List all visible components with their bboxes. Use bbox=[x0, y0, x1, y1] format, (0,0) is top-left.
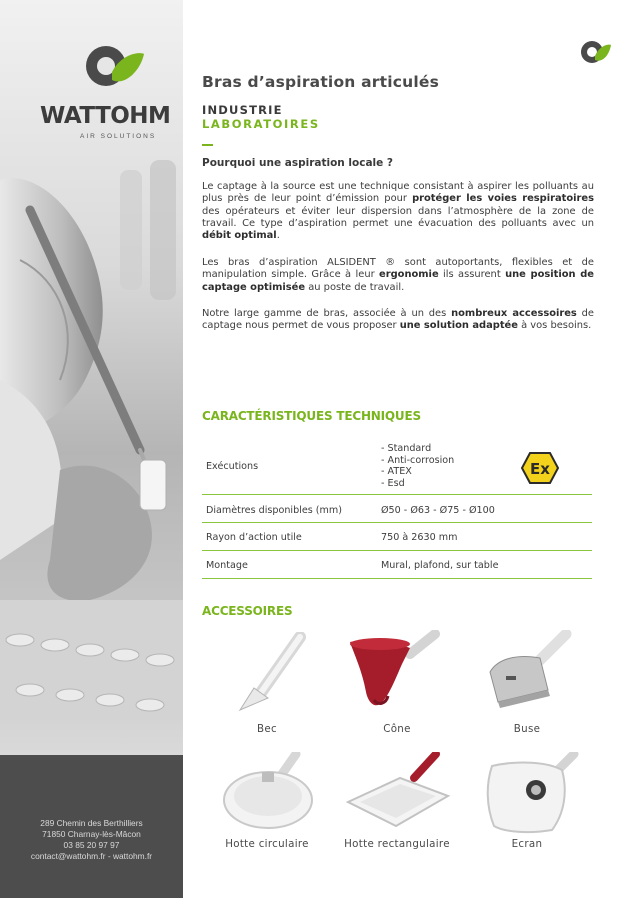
accessory-label-bec: Bec bbox=[257, 723, 277, 735]
spec-value-list bbox=[381, 443, 454, 489]
corner-logo-icon bbox=[578, 38, 612, 70]
screen-hood-icon bbox=[478, 752, 596, 834]
p3-text-c: de captage nous permet de vous proposer bbox=[202, 308, 594, 332]
paragraph-3 bbox=[202, 308, 594, 333]
brand-tagline: AIR SOLUTIONS bbox=[80, 133, 157, 140]
p2-text-a: Les bras d’aspiration ALSIDENT ® sont autoportants, flexibles et de manipulation simple. Grâce à leur bbox=[202, 257, 594, 281]
specs-table bbox=[202, 428, 592, 579]
p2-bold-d: une position de captage optimisée bbox=[202, 269, 595, 293]
accessories-heading: ACCESSOIRES bbox=[202, 604, 293, 618]
p3-text-a: Notre large gamme de bras, associée à un des bbox=[202, 308, 452, 319]
spec-value: Ø50 - Ø63 - Ø75 - Ø100 bbox=[381, 505, 495, 516]
spec-value-item: - ATEX bbox=[381, 466, 412, 477]
p2-bold-b: ergonomie bbox=[379, 269, 439, 281]
spec-value: 750 à 2630 mm bbox=[381, 532, 458, 543]
paragraph-2 bbox=[202, 257, 594, 294]
table-row bbox=[202, 428, 592, 495]
contact-web: contact@wattohm.fr - wattohm.fr bbox=[30, 851, 153, 861]
spec-value-item: - Anti-corrosion bbox=[381, 454, 455, 466]
accessory-cone bbox=[340, 630, 458, 712]
specs-heading: CARACTÉRISTIQUES TECHNIQUES bbox=[202, 409, 421, 423]
rectangular-hood-icon bbox=[340, 752, 458, 834]
spec-value: Mural, plafond, sur table bbox=[381, 560, 499, 571]
accessory-label-buse: Buse bbox=[513, 723, 541, 735]
brand-name: WATTOHM bbox=[40, 103, 171, 129]
spec-key: Exécutions bbox=[206, 461, 259, 472]
bec-nozzle-icon bbox=[210, 632, 328, 714]
p2-text-e: au poste de travail. bbox=[305, 281, 405, 293]
p1-bold-d: débit optimal bbox=[202, 230, 277, 242]
buse-nozzle-icon bbox=[478, 630, 596, 712]
accessory-hotte-rectangulaire bbox=[340, 752, 458, 834]
p1-text-e: . bbox=[276, 230, 280, 242]
p3-bold-b: nombreux accessoires bbox=[451, 308, 577, 319]
accessory-label-hotte-rectangulaire: Hotte rectangulaire bbox=[344, 838, 450, 850]
table-row bbox=[202, 523, 592, 551]
contact-address-line2: 71850 Charnay-lès-Mâcon bbox=[42, 829, 141, 839]
table-row bbox=[202, 495, 592, 523]
p3-bold-d: une solution adaptée bbox=[399, 320, 518, 332]
category-laboratoires: LABORATOIRES bbox=[202, 117, 320, 131]
accessory-label-ecran: Ecran bbox=[511, 838, 543, 850]
p2-text-c: ils assurent bbox=[438, 269, 506, 281]
paragraph-1 bbox=[202, 181, 594, 242]
table-row bbox=[202, 551, 592, 579]
spec-value-item: - Standard bbox=[381, 443, 432, 454]
wattohm-logo-icon bbox=[40, 42, 175, 97]
accent-divider bbox=[202, 144, 213, 146]
contact-info bbox=[0, 818, 183, 862]
circular-hood-icon bbox=[210, 752, 328, 834]
spec-key: Diamètres disponibles (mm) bbox=[206, 505, 342, 516]
category-industrie: INDUSTRIE bbox=[202, 103, 283, 117]
accessory-buse bbox=[478, 630, 596, 712]
p1-text-a: Le captage à la source est une technique consistant à aspirer les polluants au plus près de leur point d’émission pour bbox=[202, 181, 594, 205]
page-title: Bras d’aspiration articulés bbox=[202, 73, 440, 91]
accessory-label-cone: Cône bbox=[383, 723, 411, 735]
accessory-bec bbox=[210, 632, 328, 714]
p3-text-e: à vos besoins. bbox=[517, 320, 592, 332]
contact-phone: 03 85 20 97 97 bbox=[63, 840, 120, 850]
section-question: Pourquoi une aspiration locale ? bbox=[202, 157, 394, 169]
accessory-ecran bbox=[478, 752, 596, 834]
cone-hood-icon bbox=[340, 630, 458, 712]
contact-address-line1: 289 Chemin des Berthilliers bbox=[40, 818, 143, 828]
accessory-label-hotte-circulaire: Hotte circulaire bbox=[225, 838, 309, 850]
spec-key: Montage bbox=[206, 560, 248, 571]
spec-key: Rayon d’action utile bbox=[206, 532, 302, 543]
p1-text-c: des opérateurs et éviter leur dispersion dans l’atmosphère de la zone de travail. Ce type d’aspiration permet une évacuation des polluants avec un bbox=[202, 205, 594, 229]
p1-bold-b: protéger les voies respiratoires bbox=[412, 193, 595, 205]
atex-icon bbox=[520, 451, 560, 485]
accessory-hotte-circulaire bbox=[210, 752, 328, 834]
sidebar-panel bbox=[0, 0, 183, 898]
atex-mark: Ex bbox=[530, 460, 550, 478]
spec-value-item: - Esd bbox=[381, 477, 405, 489]
